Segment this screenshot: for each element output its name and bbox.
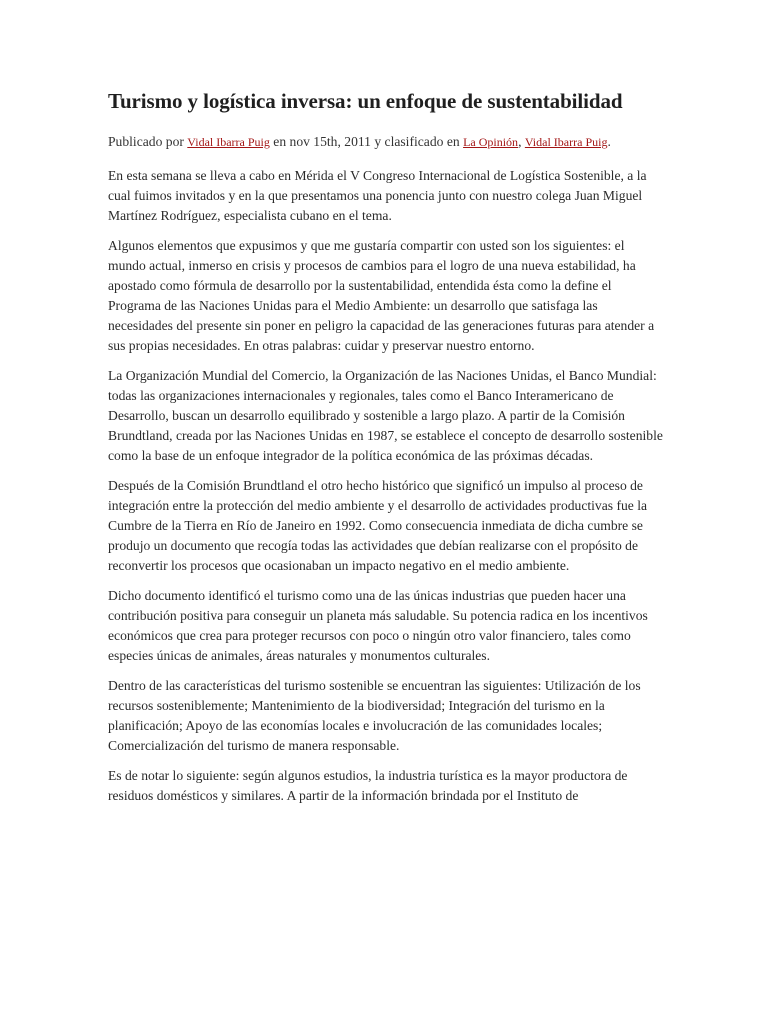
paragraph-2: Algunos elementos que expusimos y que me gustaría compartir con usted son los siguientes: el mundo actual, inmerso en crisis y procesos de cambios para el logro de una nueva estabilidad, ha apostado como fórmula de desarrollo por la sustentabilidad, entendida ésta como la define el Programa de las Naciones Unidas para el Medio Ambiente: un desarrollo que satisfaga las necesidades del presente sin poner en peligro la capacidad de las generaciones futuras para atender a sus propias necesidades. En otras palabras: cuidar y preservar nuestro entorno. [108, 238, 655, 353]
article-title: Turismo y logística inversa: un enfoque de sustentabilidad [108, 89, 623, 113]
paragraph-3: La Organización Mundial del Comercio, la Organización de las Naciones Unidas, el Banco Mundial: todas las organizaciones internacionales y regionales, tales como el Banco Interamericano de Desarrollo, buscan un desarrollo equilibrado y sostenible a largo plazo. A partir de la Comisión Brundtland, creada por las Naciones Unidas en 1987, se establece el concepto de desarrollo sostenible como la base de un enfoque integrador de la política económica de las próximas décadas. [108, 368, 663, 463]
paragraph-1: En esta semana se lleva a cabo en Mérida el V Congreso Internacional de Logística Sostenible, a la cual fuimos invitados y en la que presentamos una ponencia junto con nuestro colega Juan Miguel Martínez Rodríguez, especialista cubano en el tema. [108, 168, 647, 223]
meta-separator: , [518, 134, 525, 149]
paragraph-6: Dentro de las características del turismo sostenible se encuentran las siguientes: Utilización de los recursos sosteniblemente; Mantenimiento de la biodiversidad; Integración del turismo en la planificación; Apoyo de las economías locales e involucración de las comunidades locales; Comercialización del turismo de manera responsable. [108, 678, 641, 753]
author-link[interactable]: Vidal Ibarra Puig [187, 135, 270, 149]
category-link-author[interactable]: Vidal Ibarra Puig [524, 135, 608, 149]
meta-date: en nov 15th, 2011 y clasificado en [269, 134, 464, 149]
article-meta [108, 132, 664, 152]
paragraph-4: Después de la Comisión Brundtland el otro hecho histórico que significó un impulso al proceso de integración entre la protección del medio ambiente y el desarrollo de actividades productivas fue la Cumbre de la Tierra en Río de Janeiro en 1992. Como consecuencia inmediata de dicha cumbre se produjo un documento que recogía todas las actividades que debían realizarse con el propósito de reconvertir los procesos que ocasionaban un impacto negativo en el medio ambiente. [108, 478, 648, 573]
article [108, 88, 664, 816]
paragraph-7: Es de notar lo siguiente: según algunos estudios, la industria turística es la mayor productora de residuos domésticos y similares. A partir de la información brindada por el Instituto de [108, 768, 628, 803]
paragraph-5: Dicho documento identificó el turismo como una de las únicas industrias que pueden hacer una contribución positiva para conseguir un planeta más saludable. Su potencia radica en los incentivos económicos que crea para proteger recursos con poco o ningún otro valor financiero, tales como especies únicas de animales, áreas naturales y monumentos culturales. [108, 588, 648, 663]
meta-prefix: Publicado por [108, 134, 188, 149]
meta-suffix: . [607, 134, 611, 149]
category-link-la-opinion[interactable]: La Opinión [463, 135, 519, 149]
